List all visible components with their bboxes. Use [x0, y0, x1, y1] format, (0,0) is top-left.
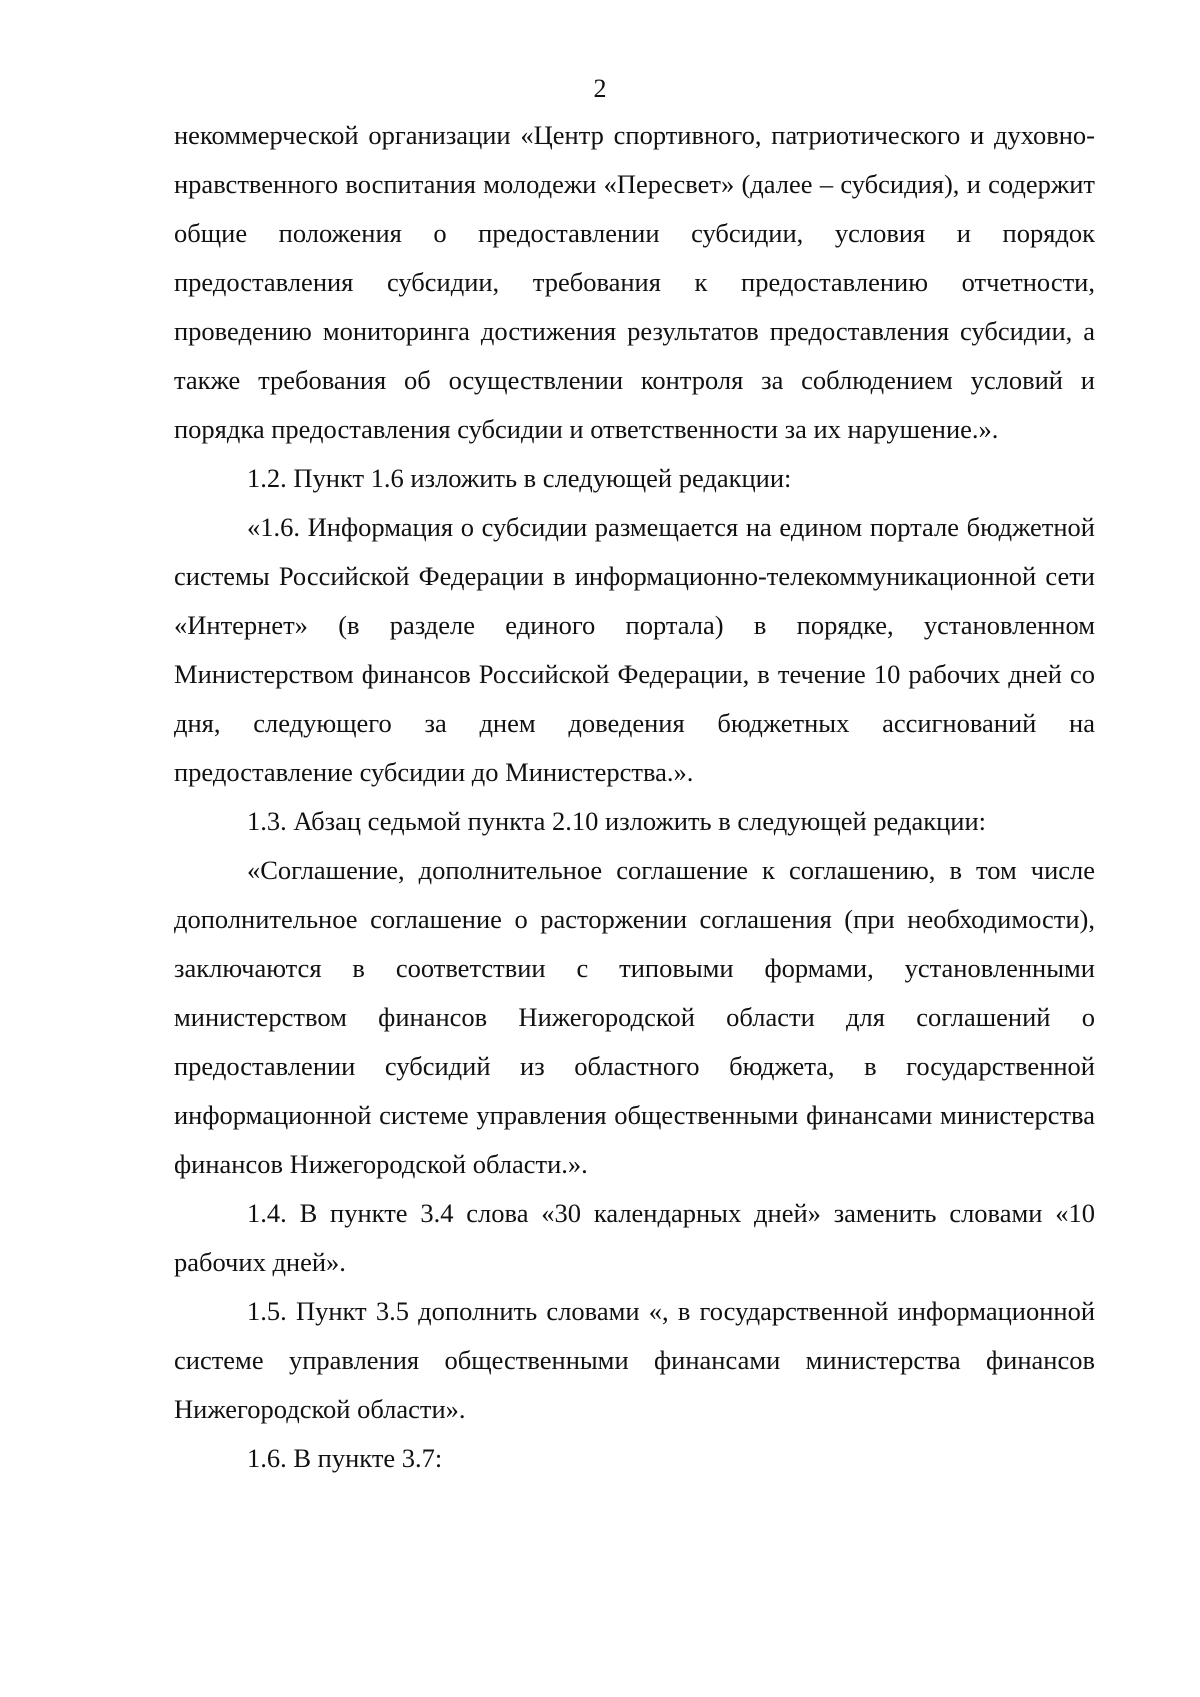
paragraph-quote-agreement: «Соглашение, дополнительное соглашение к соглашению, в том числе дополнительное соглашение о расторжении соглашения (при необходимости), заключаются в соответствии с типовыми формами, установленными министерством финансов Нижегородской области для соглашений о предоставлении субсидий из областного бюджета, в государственной информационной системе управления общественными финансами министерства финансов Нижегородской области.». [174, 855, 1095, 1179]
paragraph-item-1-2: 1.2. Пункт 1.6 изложить в следующей редакции: [247, 463, 792, 493]
page-number: 2 [593, 74, 607, 103]
document-body [174, 111, 1095, 1483]
paragraph-continuation: некоммерческой организации «Центр спортивного, патриотического и духовно-нравственного воспитания молодежи «Пересвет» (далее – субсидия), и содержит общие положения о предоставлении субсидии, условия и порядок предоставления субсидии, требования к предоставлению отчетности, проведению мониторинга достижения результатов предоставления субсидии, а также требования об осуществлении контроля за соблюдением условий и порядка предоставления субсидии и ответственности за их нарушение.». [174, 120, 1095, 444]
paragraph-quote-1-6: «1.6. Информация о субсидии размещается на едином портале бюджетной системы Российской Федерации в информационно-телекоммуникационной сети «Интернет» (в разделе единого портала) в порядке, установленном Министерством финансов Российской Федерации, в течение 10 рабочих дней со дня, следующего за днем доведения бюджетных ассигнований на предоставление субсидии до Министерства.». [174, 512, 1095, 787]
paragraph-item-1-4: 1.4. В пункте 3.4 слова «30 календарных дней» заменить словами «10 рабочих дней». [174, 1198, 1095, 1277]
paragraph-item-1-6: 1.6. В пункте 3.7: [247, 1443, 443, 1473]
paragraph-item-1-3: 1.3. Абзац седьмой пункта 2.10 изложить в следующей редакции: [247, 806, 986, 836]
paragraph-item-1-5: 1.5. Пункт 3.5 дополнить словами «, в государственной информационной системе управления общественными финансами министерства финансов Нижегородской области». [174, 1296, 1095, 1424]
